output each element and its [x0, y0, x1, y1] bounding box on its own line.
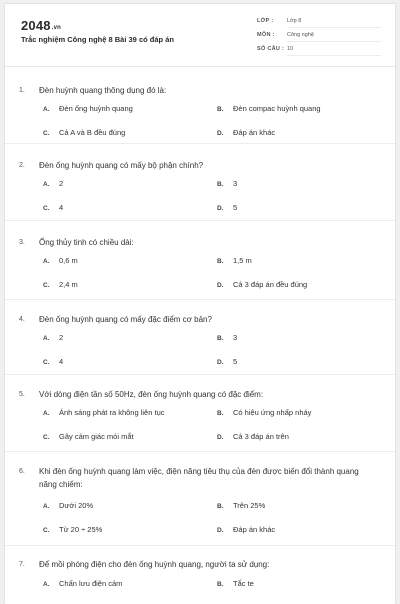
option-letter: B. — [217, 581, 224, 588]
question-head — [19, 236, 385, 249]
option-text: Tắc te — [233, 579, 254, 588]
question-text: Khi đèn ống huỳnh quang làm việc, điện năng tiêu thụ của đèn được biến đổi thành quang năng chiếm: — [39, 467, 359, 489]
option-text: Dưới 20% — [59, 501, 94, 510]
option-letter: A. — [43, 581, 50, 588]
answer-option[interactable] — [217, 432, 289, 441]
site-logo[interactable] — [21, 18, 61, 33]
answer-option[interactable] — [217, 104, 321, 113]
option-letter: B. — [217, 106, 224, 113]
option-letter: C. — [43, 527, 50, 534]
question-item — [5, 546, 395, 604]
logo-tld: .vn — [51, 25, 62, 31]
option-text: Đèn ống huỳnh quang — [59, 104, 133, 113]
option-text: Có hiệu ứng nhấp nháy — [233, 408, 312, 417]
question-number: 6. — [19, 468, 25, 475]
option-text: Đèn compac huỳnh quang — [233, 104, 321, 113]
question-head — [19, 388, 385, 401]
option-letter: D. — [217, 205, 224, 212]
answer-option[interactable] — [217, 128, 275, 137]
answer-option[interactable] — [217, 203, 237, 212]
option-letter: B. — [217, 503, 224, 510]
option-text: 3 — [233, 333, 238, 342]
answer-option[interactable] — [43, 501, 93, 510]
meta-label: MÔN : — [257, 32, 275, 38]
logo-text: 2048 — [21, 18, 51, 33]
question-head — [19, 558, 385, 571]
question-text: Ống thủy tinh có chiều dài: — [39, 238, 134, 247]
option-letter: D. — [217, 130, 224, 137]
answer-option[interactable] — [43, 408, 165, 417]
option-text: Đáp án khác — [233, 128, 276, 137]
option-letter: D. — [217, 434, 224, 441]
question-number: 7. — [19, 561, 25, 568]
meta-row-class — [257, 17, 381, 31]
option-letter: B. — [217, 410, 224, 417]
option-text: 3 — [233, 179, 238, 188]
option-letter: A. — [43, 410, 50, 417]
meta-value: Công nghệ — [287, 31, 381, 42]
answer-option[interactable] — [217, 357, 237, 366]
option-letter: A. — [43, 181, 50, 188]
option-letter: B. — [217, 181, 224, 188]
option-letter: C. — [43, 282, 50, 289]
answer-option[interactable] — [217, 179, 237, 188]
option-letter: A. — [43, 335, 50, 342]
option-text: 2,4 m — [59, 280, 78, 289]
meta-value: Lớp 8 — [287, 17, 381, 28]
option-text: 0,6 m — [59, 256, 78, 265]
question-head — [19, 465, 369, 491]
question-item — [5, 144, 395, 221]
answer-option[interactable] — [217, 333, 237, 342]
option-text: Cả 3 đáp án đều đúng — [233, 280, 308, 289]
answer-option[interactable] — [43, 203, 63, 212]
question-number: 2. — [19, 162, 25, 169]
option-text: 5 — [233, 357, 238, 366]
question-number: 4. — [19, 316, 25, 323]
answer-option[interactable] — [43, 333, 63, 342]
meta-label: LỚP : — [257, 18, 274, 24]
option-letter: D. — [217, 527, 224, 534]
option-text: 1,5 m — [233, 256, 252, 265]
answer-option[interactable] — [217, 579, 254, 588]
answer-option[interactable] — [217, 256, 252, 265]
meta-label: SỐ CÂU : — [257, 46, 285, 52]
option-letter: A. — [43, 503, 50, 510]
question-number: 1. — [19, 87, 25, 94]
answer-option[interactable] — [43, 128, 125, 137]
option-letter: C. — [43, 434, 50, 441]
document-header — [5, 4, 395, 67]
option-text: 4 — [59, 203, 64, 212]
meta-row-subject — [257, 31, 381, 45]
option-letter: C. — [43, 205, 50, 212]
document-title: Trắc nghiệm Công nghệ 8 Bài 39 có đáp án — [21, 35, 174, 44]
question-item — [5, 375, 395, 452]
option-text: 2 — [59, 333, 64, 342]
document-page — [5, 4, 395, 604]
option-letter: C. — [43, 359, 50, 366]
answer-option[interactable] — [43, 256, 78, 265]
option-text: 2 — [59, 179, 64, 188]
answer-option[interactable] — [217, 525, 275, 534]
question-item — [5, 221, 395, 300]
option-text: 5 — [233, 203, 238, 212]
option-letter: D. — [217, 359, 224, 366]
question-head — [19, 313, 385, 326]
option-letter: B. — [217, 258, 224, 265]
option-letter: D. — [217, 282, 224, 289]
question-text: Để mồi phóng điện cho đèn ống huỳnh quang, người ta sử dụng: — [39, 560, 270, 569]
question-item — [5, 67, 395, 144]
answer-option[interactable] — [217, 408, 311, 417]
answer-option[interactable] — [43, 525, 102, 534]
option-text: Từ 20 ÷ 25% — [59, 525, 103, 534]
question-number: 3. — [19, 239, 25, 246]
option-letter: A. — [43, 106, 50, 113]
answer-option[interactable] — [43, 179, 63, 188]
option-text: Trên 25% — [233, 501, 266, 510]
option-letter: B. — [217, 335, 224, 342]
answer-option[interactable] — [43, 357, 63, 366]
option-text: Cả 3 đáp án trên — [233, 432, 289, 441]
document-meta — [257, 17, 381, 59]
question-text: Với dòng điện tần số 50Hz, đèn ống huỳnh quang có đặc điểm: — [39, 390, 264, 399]
option-text: Chấn lưu điện cảm — [59, 579, 123, 588]
answer-option[interactable] — [217, 280, 307, 289]
question-item — [5, 300, 395, 375]
question-head — [19, 159, 385, 172]
answer-option[interactable] — [43, 280, 78, 289]
question-text: Đèn ống huỳnh quang có mấy đặc điểm cơ bản? — [39, 315, 212, 324]
option-text: Ánh sáng phát ra không liên tục — [59, 408, 165, 417]
option-text: Đáp án khác — [233, 525, 276, 534]
meta-row-question-count — [257, 45, 381, 59]
answer-option[interactable] — [43, 579, 122, 588]
option-text: Gây cảm giác mỏi mắt — [59, 432, 134, 441]
option-text: 4 — [59, 357, 64, 366]
answer-option[interactable] — [43, 432, 134, 441]
question-text: Đèn ống huỳnh quang có mấy bộ phận chính? — [39, 161, 204, 170]
meta-value: 10 — [287, 45, 381, 56]
question-text: Đèn huỳnh quang thông dụng đó là: — [39, 86, 167, 95]
question-item — [5, 452, 395, 546]
option-text: Cả A và B đều đúng — [59, 128, 126, 137]
option-letter: C. — [43, 130, 50, 137]
question-head — [19, 84, 385, 97]
answer-option[interactable] — [217, 501, 265, 510]
answer-option[interactable] — [43, 104, 133, 113]
question-number: 5. — [19, 391, 25, 398]
option-letter: A. — [43, 258, 50, 265]
